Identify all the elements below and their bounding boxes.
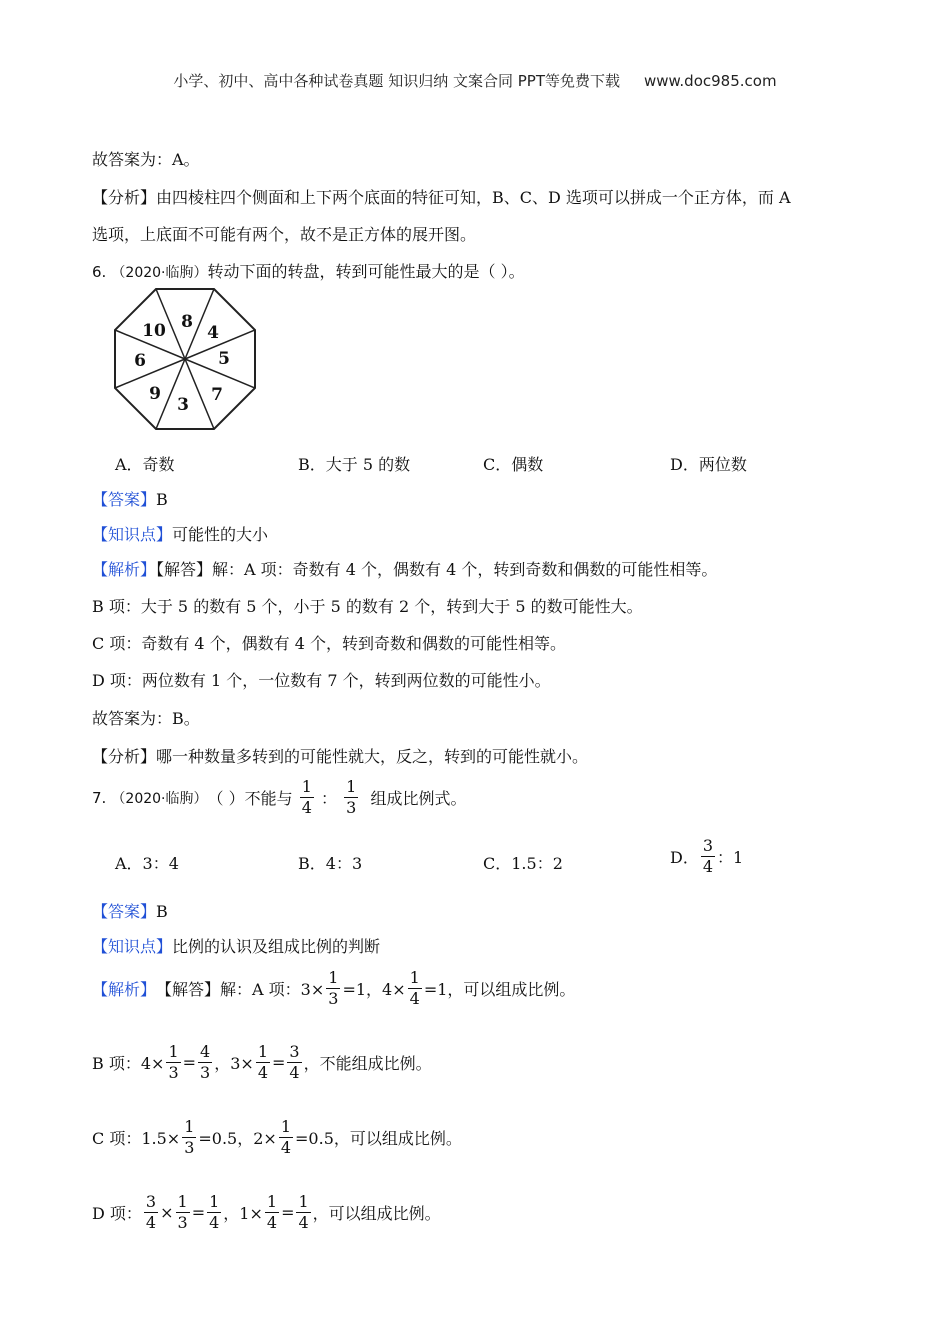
q7-kp-tag: 【知识点】 bbox=[92, 937, 173, 956]
q7-knowledge-point bbox=[92, 934, 380, 957]
q6-kp-tag: 【知识点】 bbox=[92, 525, 173, 544]
fraction: $\frac{1}{4}$ bbox=[280, 1117, 292, 1157]
q7-colon: ： bbox=[320, 789, 337, 808]
q7-option-a: A．3：4 bbox=[115, 854, 179, 873]
spinner-number: 6 bbox=[134, 351, 146, 371]
q7-fraction-1: $\frac{1}{4}$ bbox=[301, 777, 312, 817]
fraction: $\frac{1}{4}$ bbox=[209, 1192, 220, 1232]
q6-option-c: C．偶数 bbox=[483, 455, 544, 474]
spinner-number: 9 bbox=[149, 384, 161, 404]
q7-option-c: C．1.5：2 bbox=[483, 854, 563, 873]
fraction: $\frac{1}{4}$ bbox=[266, 1192, 278, 1232]
q6-option-a: A．奇数 bbox=[115, 455, 175, 474]
q6-jd-tag: 【解答】 bbox=[156, 560, 213, 579]
prev-analysis-line1 bbox=[92, 185, 791, 208]
spinner-figure bbox=[112, 286, 258, 432]
q7-d-text: D 项： bbox=[92, 1204, 142, 1223]
q7-b-text: ，3× bbox=[214, 1054, 254, 1073]
q6-solution-b: B 项：大于 5 的数有 5 个，小于 5 的数有 2 个，转到大于 5 的数可能性大。 bbox=[92, 597, 643, 616]
q7-option-d-fraction: $\frac{3}{4}$ bbox=[702, 836, 714, 876]
q6-source: （2020·临朐） bbox=[111, 265, 208, 281]
q7-jd-tag: 【解答】 bbox=[156, 980, 221, 999]
fraction: $\frac{1}{3}$ bbox=[177, 1192, 188, 1232]
q6-option-b: B．大于 5 的数 bbox=[298, 455, 411, 474]
q7-a-text: =1，可以组成比例。 bbox=[423, 980, 576, 999]
q7-fraction-2: $\frac{1}{3}$ bbox=[346, 777, 357, 817]
q7-solution-d bbox=[92, 1194, 441, 1231]
q6-solution-a bbox=[92, 557, 717, 580]
spinner-number: 4 bbox=[207, 323, 219, 343]
q7-solution-a bbox=[92, 970, 575, 1007]
q6-stem bbox=[92, 259, 525, 282]
header-url[interactable]: www.doc985.com bbox=[643, 72, 777, 90]
fraction: $\frac{1}{3}$ bbox=[184, 1117, 195, 1157]
q7-d-text: = bbox=[281, 1203, 295, 1222]
prev-analysis-tag: 【分析】 bbox=[92, 188, 157, 207]
spinner-number: 7 bbox=[211, 385, 223, 405]
q6-kp-text: 可能性的大小 bbox=[172, 525, 269, 544]
q7-jx-tag: 【解析】 bbox=[92, 980, 157, 999]
q7-b-text: ，不能组成比例。 bbox=[303, 1054, 432, 1073]
q6-analysis-tag: 【分析】 bbox=[92, 747, 157, 766]
q7-d-text: × bbox=[160, 1203, 174, 1222]
q7-answer bbox=[92, 899, 168, 922]
spinner-number: 8 bbox=[181, 312, 193, 332]
q7-answer-tag: 【答案】 bbox=[92, 902, 157, 921]
spinner-number: 10 bbox=[142, 321, 166, 341]
q7-a-text: 解：A 项：3× bbox=[220, 980, 325, 999]
fraction: $\frac{1}{4}$ bbox=[409, 968, 420, 1008]
q7-option-d-rest: ：1 bbox=[717, 848, 744, 867]
spinner-number: 5 bbox=[218, 349, 230, 369]
q6-knowledge-point bbox=[92, 522, 268, 545]
q7-option-b: B．4：3 bbox=[298, 854, 363, 873]
q6-stem-text: 转动下面的转盘，转到可能性最大的是（ ）。 bbox=[207, 262, 525, 281]
q7-option-d bbox=[670, 838, 743, 875]
q6-solution-d: D 项：两位数有 1 个，一位数有 7 个，转到两位数的可能性小。 bbox=[92, 671, 551, 690]
q7-solution-c bbox=[92, 1119, 462, 1156]
fraction: $\frac{3}{4}$ bbox=[289, 1042, 300, 1082]
q7-d-text: = bbox=[191, 1203, 206, 1222]
q7-stem-pre: （ ）不能与 bbox=[207, 789, 293, 808]
q6-line-a: 解：A 项：奇数有 4 个，偶数有 4 个，转到奇数和偶数的可能性相等。 bbox=[212, 560, 718, 579]
q6-jx-tag: 【解析】 bbox=[92, 560, 157, 579]
q7-c-text: =0.5，可以组成比例。 bbox=[295, 1129, 462, 1148]
page-header bbox=[0, 70, 950, 91]
fraction: $\frac{3}{4}$ bbox=[145, 1192, 157, 1232]
prev-answer-line: 故答案为：A。 bbox=[92, 150, 200, 169]
spinner-number: 3 bbox=[177, 395, 189, 415]
fraction: $\frac{1}{3}$ bbox=[328, 968, 339, 1008]
q7-option-d-label: D． bbox=[670, 848, 699, 867]
q7-stem-post: 组成比例式。 bbox=[370, 789, 467, 808]
q7-d-text: ，1× bbox=[223, 1204, 263, 1223]
q7-b-text: B 项：4× bbox=[92, 1054, 165, 1073]
q6-option-d: D．两位数 bbox=[670, 455, 747, 474]
q7-b-text: = bbox=[182, 1053, 197, 1072]
fraction: $\frac{1}{4}$ bbox=[257, 1042, 268, 1082]
q6-final-answer: 故答案为：B。 bbox=[92, 709, 200, 728]
q6-answer bbox=[92, 487, 168, 510]
q7-number: 7. bbox=[92, 788, 107, 807]
fraction: $\frac{1}{3}$ bbox=[168, 1042, 179, 1082]
q7-answer-value: B bbox=[156, 902, 168, 921]
q7-source: （2020·临朐） bbox=[111, 790, 208, 807]
prev-analysis-line2: 选项，上底面不可能有两个，故不是正方体的展开图。 bbox=[92, 225, 477, 244]
q7-b-text: = bbox=[272, 1053, 286, 1072]
header-text: 小学、初中、高中各种试卷真题 知识归纳 文案合同 PPT等免费下载 bbox=[173, 72, 620, 90]
q6-analysis bbox=[92, 744, 588, 767]
q7-a-text: =1，4× bbox=[342, 980, 406, 999]
q6-analysis-text: 哪一种数量多转到的可能性就大，反之，转到的可能性就小。 bbox=[156, 747, 589, 766]
q7-kp-text: 比例的认识及组成比例的判断 bbox=[172, 937, 381, 956]
fraction: $\frac{1}{4}$ bbox=[298, 1192, 309, 1232]
q6-solution-c: C 项：奇数有 4 个，偶数有 4 个，转到奇数和偶数的可能性相等。 bbox=[92, 634, 567, 653]
q7-c-text: =0.5，2× bbox=[198, 1129, 277, 1148]
q6-answer-tag: 【答案】 bbox=[92, 490, 157, 509]
q7-d-text: ，可以组成比例。 bbox=[312, 1204, 441, 1223]
fraction: $\frac{4}{3}$ bbox=[200, 1042, 211, 1082]
prev-analysis-text: 由四棱柱四个侧面和上下两个底面的特征可知，B、C、D 选项可以拼成一个正方体，而 A bbox=[156, 188, 791, 207]
q6-number: 6. bbox=[92, 263, 107, 281]
q7-c-text: C 项：1.5× bbox=[92, 1129, 181, 1148]
q6-answer-value: B bbox=[156, 490, 168, 509]
q7-solution-b bbox=[92, 1044, 432, 1081]
q7-stem bbox=[92, 779, 466, 816]
